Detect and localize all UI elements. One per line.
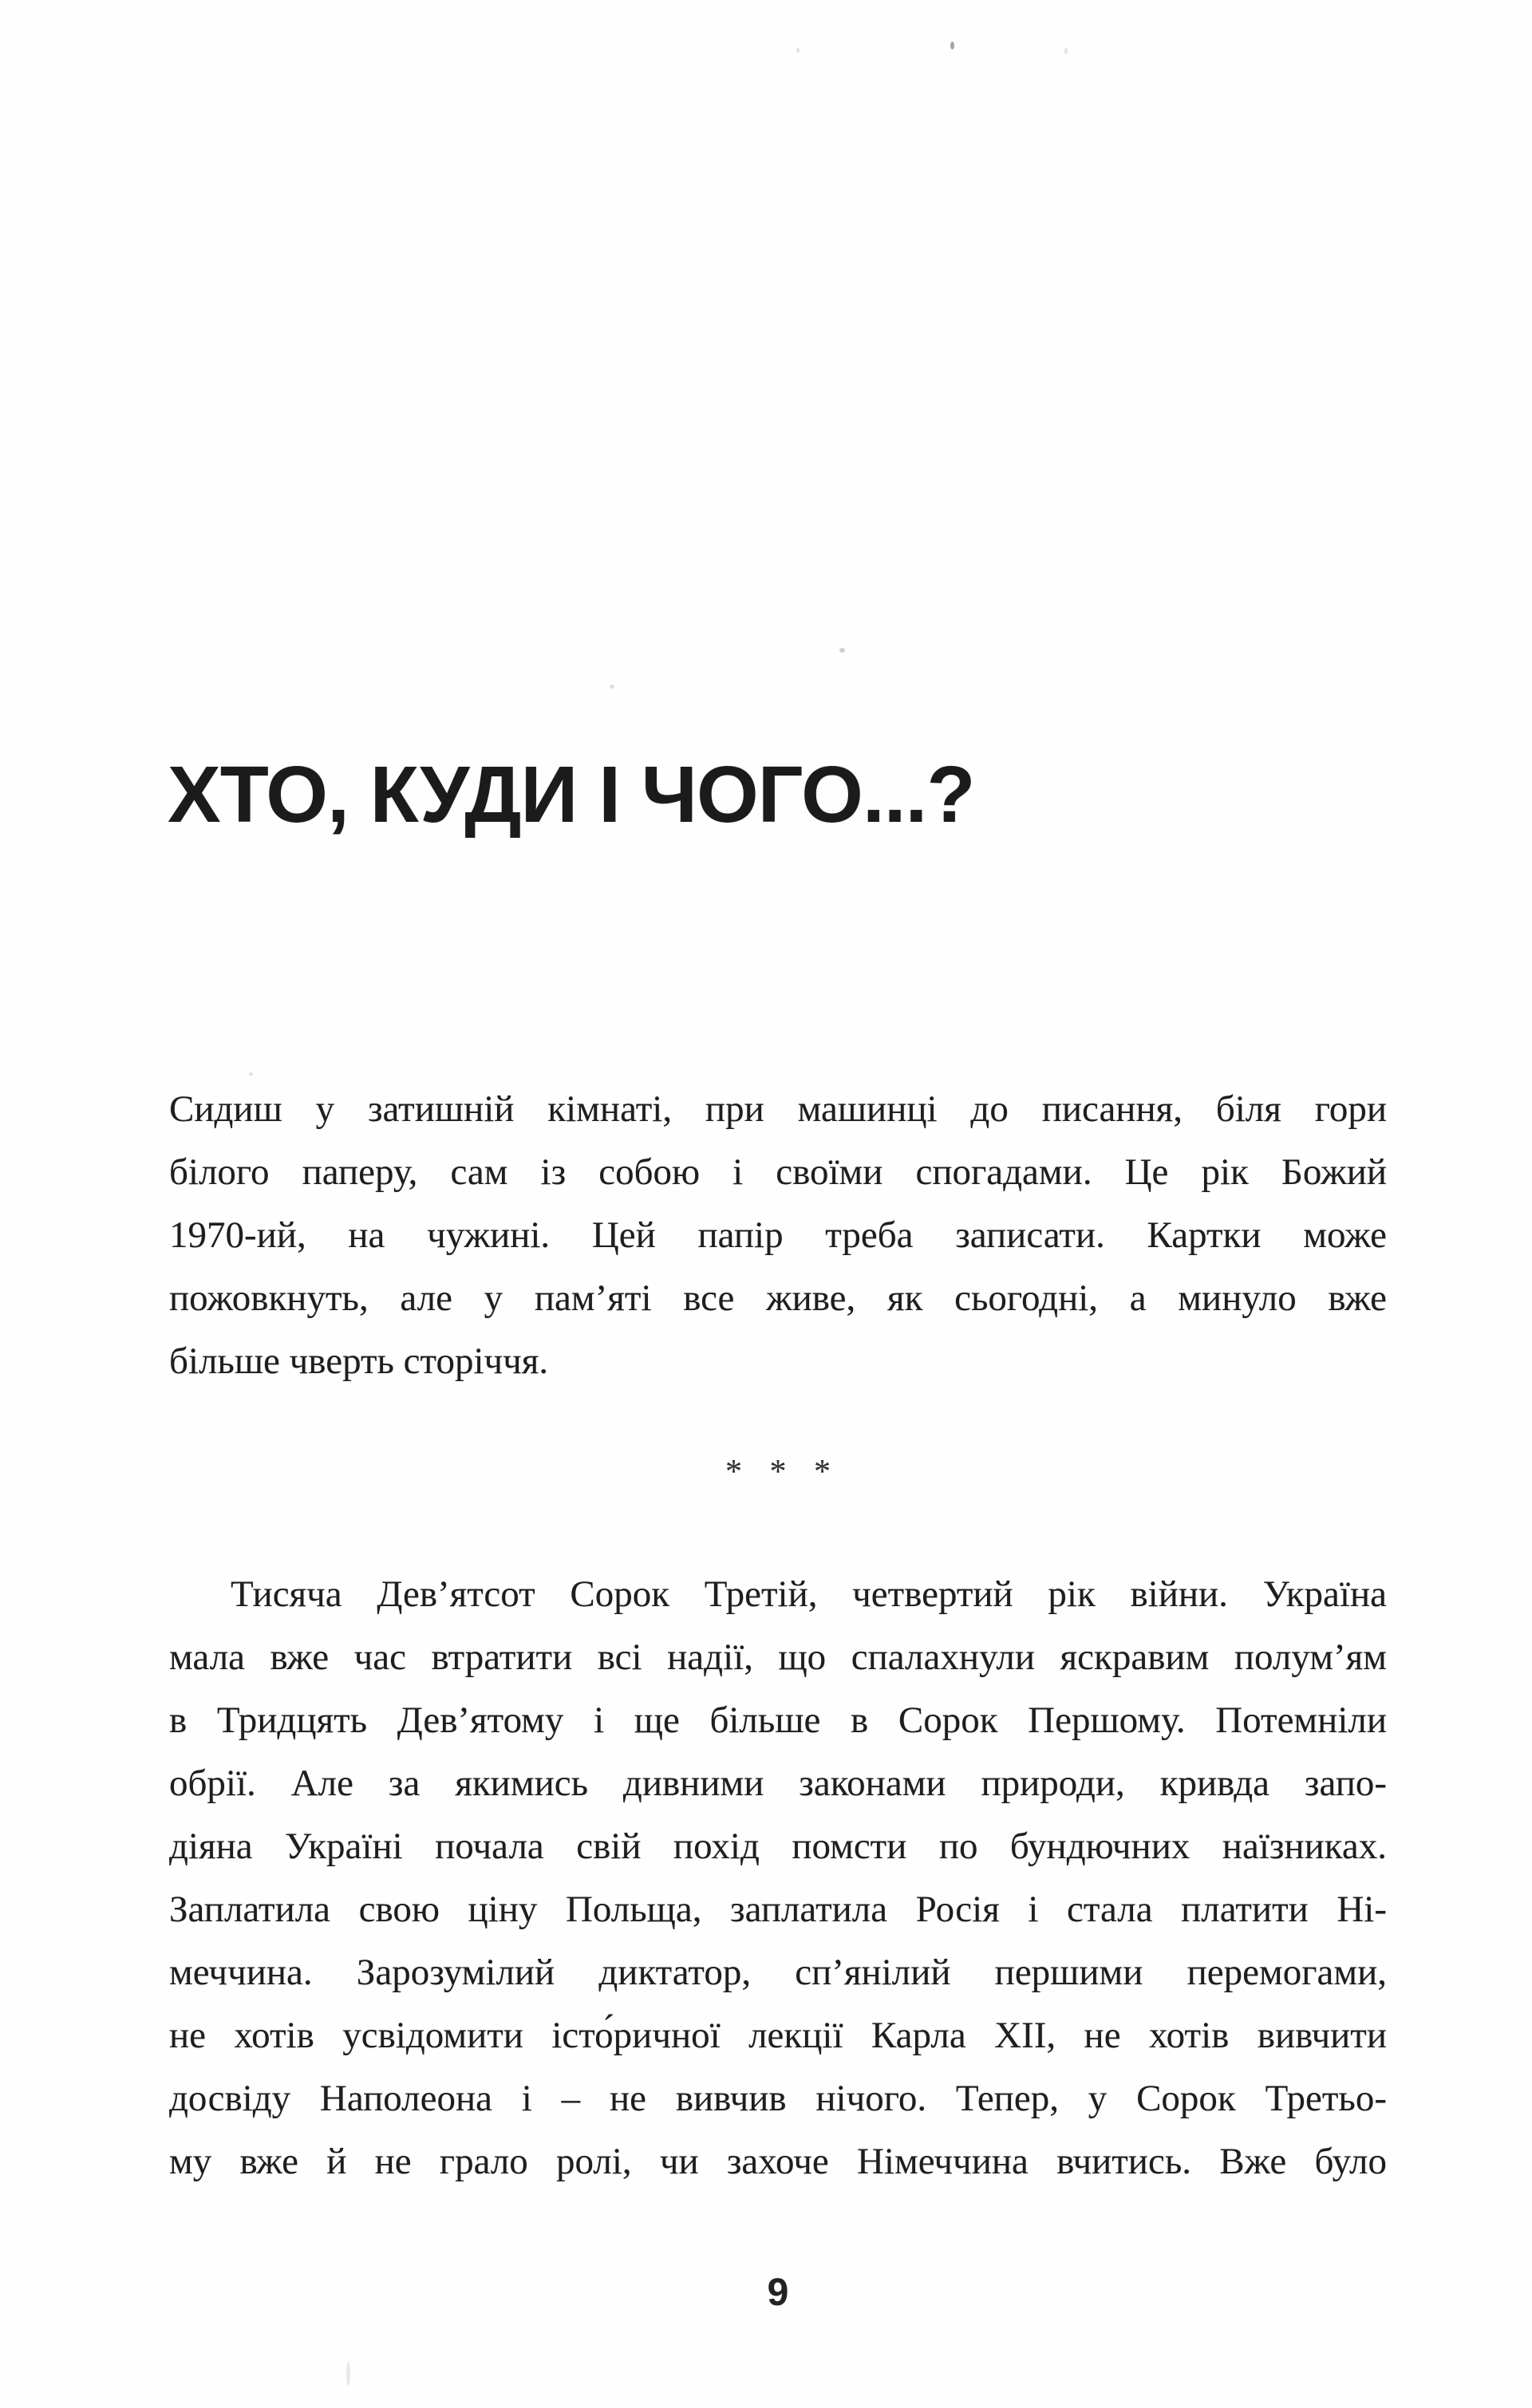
- text-line: Сидиш у затишній кімнаті, при машинці до писання, біля гори: [169, 1088, 1387, 1130]
- paragraph-intro: [169, 1078, 1387, 1393]
- text-line: більше чверть сторіччя.: [169, 1340, 549, 1382]
- text-line: пожовкнуть, але у пам’яті все живе, як сьогодні, а минуло вже: [169, 1277, 1387, 1319]
- paragraph-main: [169, 1563, 1387, 2193]
- scan-speck: [796, 48, 800, 53]
- scan-speck: [839, 648, 845, 653]
- text-line: не хотів усвідомити істо́ричної лекції Карла XII, не хотів вивчити: [169, 2015, 1387, 2056]
- text-line: в Тридцять Дев’ятому і ще більше в Сорок Першому. Потемніли: [169, 1699, 1387, 1741]
- text-line: Заплатила свою ціну Польща, заплатила Росія і стала платити Ні-: [169, 1889, 1387, 1930]
- text-line: мала вже час втратити всі надії, що спалахнули яскравим полум’ям: [169, 1636, 1387, 1678]
- text-line: Тисяча Дев’ятсот Сорок Третій, четвертий рік війни. Україна: [231, 1573, 1387, 1615]
- text-line: досвіду Наполеона і – не вивчив нічого. Тепер, у Сорок Третьо-: [169, 2078, 1387, 2119]
- scan-speck: [249, 1072, 253, 1076]
- chapter-title: ХТО, КУДИ І ЧОГО...?: [168, 750, 975, 839]
- text-line: меччина. Зарозумілий диктатор, сп’янілий першими перемогами,: [169, 1952, 1387, 1993]
- scan-speck: [346, 2362, 350, 2386]
- scan-speck: [1064, 48, 1068, 54]
- text-line: білого паперу, сам із собою і своїми спогадами. Це рік Божий: [169, 1151, 1387, 1193]
- text-line: діяна Україні почала свій похід помсти по бундючних наїзниках.: [169, 1826, 1387, 1867]
- scan-speck: [610, 685, 614, 689]
- text-line: обрії. Але за якимись дивними законами природи, кривда запо-: [169, 1763, 1387, 1804]
- page-number: 9: [767, 2272, 789, 2314]
- asterisk-section-separator: * * *: [725, 1454, 831, 1490]
- text-line: 1970-ий, на чужині. Цей папір треба записати. Картки може: [169, 1214, 1387, 1256]
- text-line: му вже й не грало ролі, чи захоче Німеччина вчитись. Вже було: [169, 2141, 1387, 2182]
- scan-speck: [950, 41, 954, 49]
